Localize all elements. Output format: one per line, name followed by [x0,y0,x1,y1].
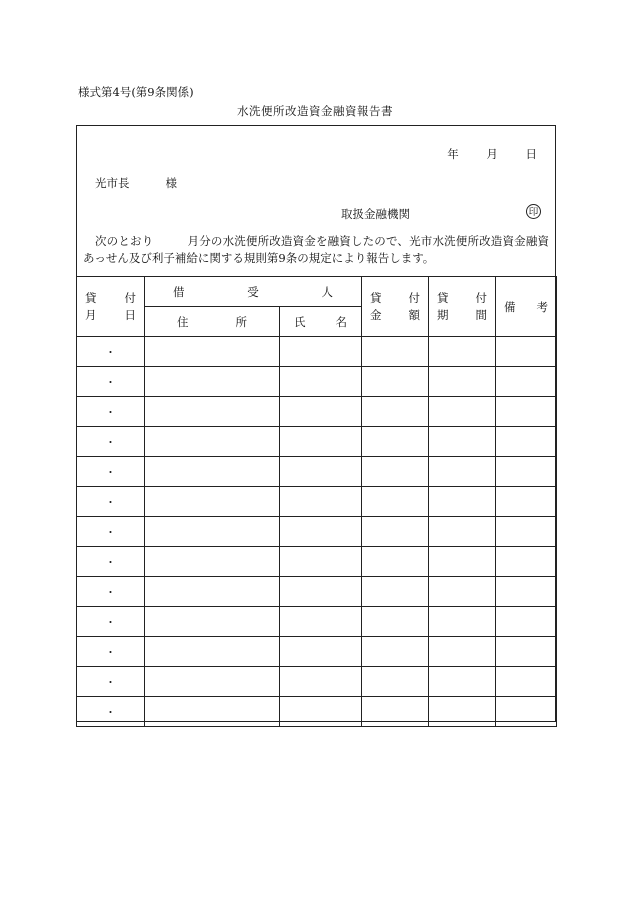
date-separator: ・ [105,495,116,509]
table-row [77,397,557,427]
cell-name[interactable] [280,667,362,697]
cell-loan-period[interactable] [429,367,496,397]
cell-loan-period[interactable] [429,637,496,667]
table-row [77,697,557,727]
date-separator: ・ [105,465,116,479]
cell-loan-date[interactable] [77,337,145,367]
cell-loan-period[interactable] [429,487,496,517]
cell-address[interactable] [145,637,280,667]
cell-address[interactable] [145,547,280,577]
cell-name[interactable] [280,637,362,667]
cell-remarks[interactable] [496,547,557,577]
cell-loan-date[interactable] [77,457,145,487]
cell-loan-date[interactable] [77,397,145,427]
cell-loan-date[interactable] [77,577,145,607]
cell-loan-amount[interactable] [362,667,429,697]
cell-loan-amount[interactable] [362,697,429,727]
cell-remarks[interactable] [496,367,557,397]
cell-loan-amount[interactable] [362,337,429,367]
cell-remarks[interactable] [496,517,557,547]
date-separator: ・ [105,375,116,389]
cell-loan-date[interactable] [77,487,145,517]
table-row [77,577,557,607]
header-loan-amount: 貸 付 金 額 [362,277,429,337]
addressee-name: 光市長 [95,176,130,190]
seal-mark: 印 [526,204,541,219]
cell-loan-amount[interactable] [362,577,429,607]
date-separator: ・ [105,435,116,449]
day-label: 日 [525,147,537,161]
addressee-honorific: 様 [165,176,177,190]
table-row [77,517,557,547]
cell-loan-amount[interactable] [362,547,429,577]
report-frame [76,125,556,722]
header-name: 氏 名 [280,307,362,337]
bank-line [341,206,410,222]
statement-part1: 次のとおり [95,234,154,248]
cell-loan-period[interactable] [429,577,496,607]
cell-name[interactable] [280,607,362,637]
cell-loan-amount[interactable] [362,487,429,517]
table-row [77,667,557,697]
cell-address[interactable] [145,667,280,697]
cell-remarks[interactable] [496,607,557,637]
cell-loan-period[interactable] [429,667,496,697]
cell-loan-date[interactable] [77,367,145,397]
date-separator: ・ [105,345,116,359]
table-row [77,457,557,487]
cell-loan-period[interactable] [429,517,496,547]
report-statement [83,233,549,267]
cell-loan-date[interactable] [77,697,145,727]
cell-name[interactable] [280,457,362,487]
cell-remarks[interactable] [496,427,557,457]
table-row [77,337,557,367]
date-separator: ・ [105,555,116,569]
table-row [77,607,557,637]
header-loan-date: 貸 付 月 日 [77,277,145,337]
cell-remarks[interactable] [496,577,557,607]
cell-remarks[interactable] [496,457,557,487]
cell-loan-amount[interactable] [362,607,429,637]
cell-loan-period[interactable] [429,427,496,457]
cell-loan-amount[interactable] [362,517,429,547]
cell-loan-date[interactable] [77,547,145,577]
cell-remarks[interactable] [496,397,557,427]
header-borrower: 借 受 人 [145,277,362,307]
cell-address[interactable] [145,367,280,397]
cell-name[interactable] [280,487,362,517]
cell-remarks[interactable] [496,667,557,697]
table-row [77,367,557,397]
year-label: 年 [447,147,459,161]
cell-address[interactable] [145,697,280,727]
cell-loan-period[interactable] [429,607,496,637]
cell-address[interactable] [145,337,280,367]
cell-address[interactable] [145,397,280,427]
cell-loan-date[interactable] [77,667,145,697]
cell-name[interactable] [280,427,362,457]
cell-address[interactable] [145,457,280,487]
table-row [77,487,557,517]
date-separator: ・ [105,675,116,689]
cell-name[interactable] [280,517,362,547]
cell-loan-period[interactable] [429,457,496,487]
cell-loan-amount[interactable] [362,397,429,427]
loan-table [76,276,557,727]
cell-loan-amount[interactable] [362,637,429,667]
cell-loan-date[interactable] [77,517,145,547]
header-address: 住 所 [145,307,280,337]
cell-loan-period[interactable] [429,397,496,427]
addressee [95,175,177,191]
cell-address[interactable] [145,517,280,547]
document-title: 水洗便所改造資金融資報告書 [237,104,393,118]
cell-name[interactable] [280,367,362,397]
cell-remarks[interactable] [496,637,557,667]
cell-name[interactable] [280,397,362,427]
statement-part2: 月分の水洗便所改造資金を融資したので、光市水洗便所改造資金融資あっせん及び利子補給に関する規則第9条の規定により報告します。 [83,234,549,265]
cell-loan-period[interactable] [429,337,496,367]
cell-remarks[interactable] [496,487,557,517]
table-row [77,547,557,577]
date-separator: ・ [105,615,116,629]
cell-loan-date[interactable] [77,427,145,457]
cell-loan-amount[interactable] [362,457,429,487]
cell-remarks[interactable] [496,697,557,727]
date-separator: ・ [105,525,116,539]
cell-address[interactable] [145,427,280,457]
cell-address[interactable] [145,577,280,607]
date-separator: ・ [105,705,116,719]
cell-name[interactable] [280,577,362,607]
date-separator: ・ [105,585,116,599]
cell-loan-amount[interactable] [362,367,429,397]
cell-loan-period[interactable] [429,547,496,577]
date-line [423,146,537,162]
cell-remarks[interactable] [496,337,557,367]
cell-loan-period[interactable] [429,697,496,727]
header-loan-period: 貸 付 期 間 [429,277,496,337]
cell-name[interactable] [280,697,362,727]
table-row [77,427,557,457]
cell-name[interactable] [280,547,362,577]
cell-loan-date[interactable] [77,637,145,667]
date-separator: ・ [105,645,116,659]
cell-address[interactable] [145,607,280,637]
table-row [77,637,557,667]
cell-loan-date[interactable] [77,607,145,637]
cell-name[interactable] [280,337,362,367]
cell-address[interactable] [145,487,280,517]
date-separator: ・ [105,405,116,419]
month-label: 月 [486,147,498,161]
bank-label: 取扱金融機関 [341,207,410,221]
header-remarks: 備 考 [496,277,557,337]
cell-loan-amount[interactable] [362,427,429,457]
form-number: 様式第4号(第9条関係) [78,85,194,99]
